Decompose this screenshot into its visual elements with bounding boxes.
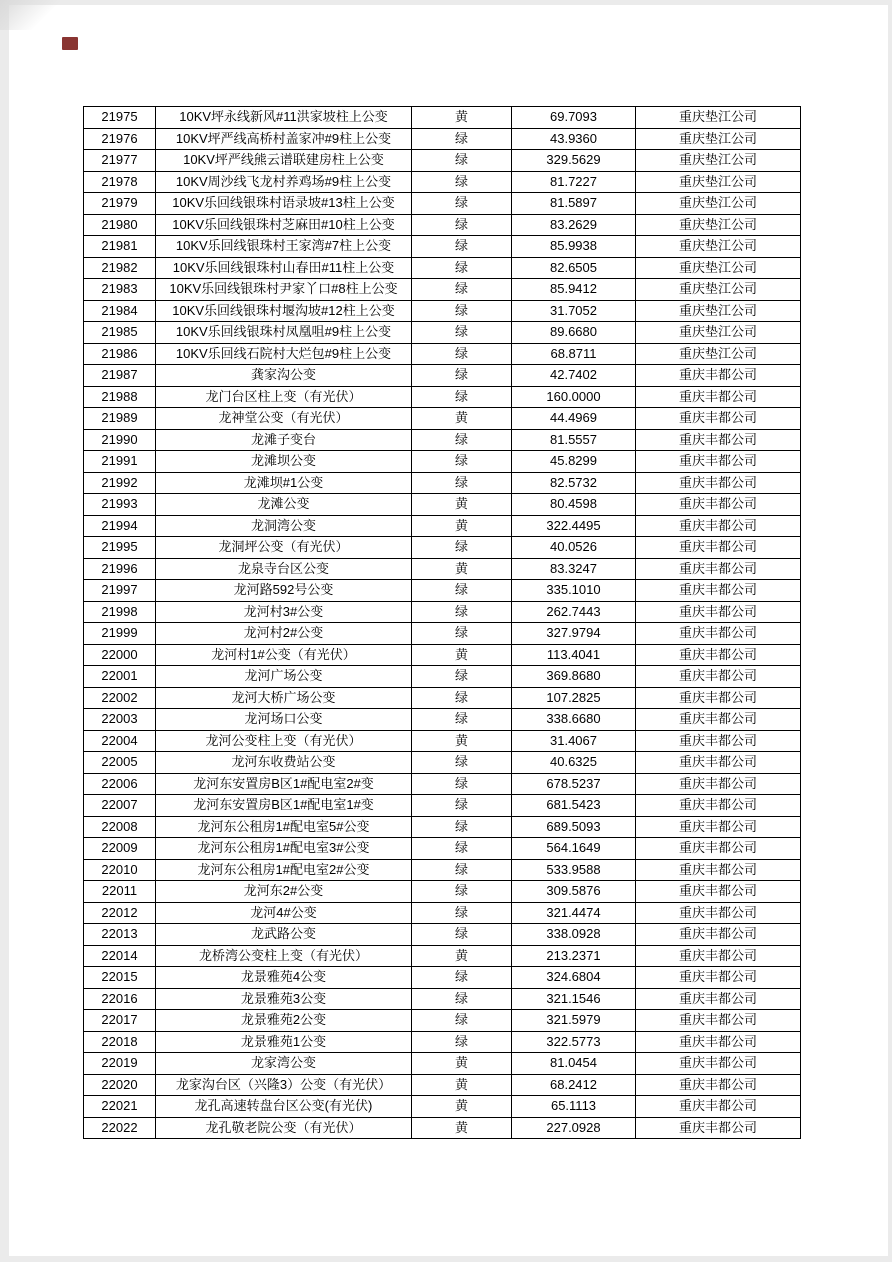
cell-status: 绿 bbox=[412, 902, 512, 924]
cell-name: 龙孔高速转盘台区公变(有光伏) bbox=[156, 1096, 412, 1118]
cell-status: 绿 bbox=[412, 709, 512, 731]
table-row bbox=[84, 257, 801, 279]
cell-value: 338.0928 bbox=[512, 924, 636, 946]
table-row bbox=[84, 214, 801, 236]
cell-name: 10KV乐回线银珠村语录坡#13柱上公变 bbox=[156, 193, 412, 215]
table-row bbox=[84, 773, 801, 795]
cell-company: 重庆丰都公司 bbox=[636, 515, 801, 537]
cell-value: 227.0928 bbox=[512, 1117, 636, 1139]
cell-id: 22011 bbox=[84, 881, 156, 903]
cell-id: 22009 bbox=[84, 838, 156, 860]
table-row bbox=[84, 580, 801, 602]
cell-status: 绿 bbox=[412, 472, 512, 494]
cell-name: 龙景雅苑1公变 bbox=[156, 1031, 412, 1053]
cell-company: 重庆垫江公司 bbox=[636, 193, 801, 215]
table-row bbox=[84, 451, 801, 473]
cell-status: 绿 bbox=[412, 967, 512, 989]
table-row bbox=[84, 902, 801, 924]
table-row bbox=[84, 1053, 801, 1075]
cell-id: 21994 bbox=[84, 515, 156, 537]
cell-value: 85.9938 bbox=[512, 236, 636, 258]
table-row bbox=[84, 687, 801, 709]
cell-id: 22000 bbox=[84, 644, 156, 666]
table-row bbox=[84, 279, 801, 301]
table-row bbox=[84, 1010, 801, 1032]
cell-name: 龙河东公租房1#配电室2#公变 bbox=[156, 859, 412, 881]
cell-value: 338.6680 bbox=[512, 709, 636, 731]
cell-id: 22004 bbox=[84, 730, 156, 752]
table-row bbox=[84, 300, 801, 322]
cell-status: 黄 bbox=[412, 1117, 512, 1139]
table-row bbox=[84, 924, 801, 946]
cell-status: 绿 bbox=[412, 924, 512, 946]
cell-value: 89.6680 bbox=[512, 322, 636, 344]
table-row bbox=[84, 322, 801, 344]
cell-status: 黄 bbox=[412, 1074, 512, 1096]
cell-name: 龙泉寺台区公变 bbox=[156, 558, 412, 580]
cell-status: 绿 bbox=[412, 128, 512, 150]
cell-company: 重庆丰都公司 bbox=[636, 386, 801, 408]
cell-company: 重庆垫江公司 bbox=[636, 171, 801, 193]
cell-value: 322.4495 bbox=[512, 515, 636, 537]
cell-value: 107.2825 bbox=[512, 687, 636, 709]
cell-id: 22010 bbox=[84, 859, 156, 881]
cell-status: 黄 bbox=[412, 515, 512, 537]
cell-id: 21976 bbox=[84, 128, 156, 150]
cell-name: 龙河广场公变 bbox=[156, 666, 412, 688]
cell-id: 22021 bbox=[84, 1096, 156, 1118]
cell-name: 10KV乐回线银珠村尹家丫口#8柱上公变 bbox=[156, 279, 412, 301]
cell-status: 黄 bbox=[412, 494, 512, 516]
cell-id: 22012 bbox=[84, 902, 156, 924]
cell-value: 65.1113 bbox=[512, 1096, 636, 1118]
cell-name: 龙河场口公变 bbox=[156, 709, 412, 731]
cell-value: 322.5773 bbox=[512, 1031, 636, 1053]
cell-value: 83.2629 bbox=[512, 214, 636, 236]
cell-id: 21986 bbox=[84, 343, 156, 365]
cell-id: 22015 bbox=[84, 967, 156, 989]
cell-name: 10KV坪严线熊云谱联建房柱上公变 bbox=[156, 150, 412, 172]
cell-value: 324.6804 bbox=[512, 967, 636, 989]
cell-status: 黄 bbox=[412, 408, 512, 430]
cell-name: 龙河东安置房B区1#配电室2#变 bbox=[156, 773, 412, 795]
cell-name: 10KV乐回线银珠村芝麻田#10柱上公变 bbox=[156, 214, 412, 236]
cell-company: 重庆垫江公司 bbox=[636, 279, 801, 301]
cell-name: 龙河东安置房B区1#配电室1#变 bbox=[156, 795, 412, 817]
cell-status: 黄 bbox=[412, 945, 512, 967]
cell-id: 22002 bbox=[84, 687, 156, 709]
cell-value: 31.4067 bbox=[512, 730, 636, 752]
cell-company: 重庆丰都公司 bbox=[636, 945, 801, 967]
table-row bbox=[84, 537, 801, 559]
cell-name: 龙景雅苑2公变 bbox=[156, 1010, 412, 1032]
cell-name: 龙河村2#公变 bbox=[156, 623, 412, 645]
cell-value: 160.0000 bbox=[512, 386, 636, 408]
cell-status: 绿 bbox=[412, 365, 512, 387]
cell-id: 22001 bbox=[84, 666, 156, 688]
cell-company: 重庆垫江公司 bbox=[636, 343, 801, 365]
cell-value: 564.1649 bbox=[512, 838, 636, 860]
cell-company: 重庆垫江公司 bbox=[636, 322, 801, 344]
cell-name: 10KV坪永线新风#11洪家坡柱上公变 bbox=[156, 107, 412, 129]
table-row bbox=[84, 730, 801, 752]
cell-value: 533.9588 bbox=[512, 859, 636, 881]
cell-name: 龙河村1#公变（有光伏） bbox=[156, 644, 412, 666]
cell-name: 龙孔敬老院公变（有光伏） bbox=[156, 1117, 412, 1139]
cell-status: 绿 bbox=[412, 988, 512, 1010]
page-edge-bottom bbox=[0, 1256, 892, 1262]
cell-name: 龙河东2#公变 bbox=[156, 881, 412, 903]
cell-value: 335.1010 bbox=[512, 580, 636, 602]
table-row bbox=[84, 343, 801, 365]
cell-status: 绿 bbox=[412, 1031, 512, 1053]
table-row bbox=[84, 838, 801, 860]
cell-value: 68.2412 bbox=[512, 1074, 636, 1096]
cell-id: 21988 bbox=[84, 386, 156, 408]
cell-name: 龙洞坪公变（有光伏） bbox=[156, 537, 412, 559]
cell-status: 黄 bbox=[412, 107, 512, 129]
cell-name: 龙河大桥广场公变 bbox=[156, 687, 412, 709]
cell-company: 重庆垫江公司 bbox=[636, 107, 801, 129]
cell-name: 10KV乐回线银珠村凤凰咀#9柱上公变 bbox=[156, 322, 412, 344]
cell-company: 重庆丰都公司 bbox=[636, 988, 801, 1010]
table-row bbox=[84, 429, 801, 451]
cell-name: 龙门台区柱上变（有光伏） bbox=[156, 386, 412, 408]
cell-name: 龙桥湾公变柱上变（有光伏） bbox=[156, 945, 412, 967]
cell-company: 重庆丰都公司 bbox=[636, 1117, 801, 1139]
cell-name: 10KV周沙线飞龙村养鸡场#9柱上公变 bbox=[156, 171, 412, 193]
cell-id: 22020 bbox=[84, 1074, 156, 1096]
cell-value: 31.7052 bbox=[512, 300, 636, 322]
table-row bbox=[84, 558, 801, 580]
cell-status: 绿 bbox=[412, 1010, 512, 1032]
cell-company: 重庆丰都公司 bbox=[636, 902, 801, 924]
cell-value: 45.8299 bbox=[512, 451, 636, 473]
cell-value: 689.5093 bbox=[512, 816, 636, 838]
cell-status: 绿 bbox=[412, 687, 512, 709]
table-row bbox=[84, 1074, 801, 1096]
cell-name: 龙景雅苑3公变 bbox=[156, 988, 412, 1010]
cell-company: 重庆丰都公司 bbox=[636, 472, 801, 494]
cell-company: 重庆丰都公司 bbox=[636, 1074, 801, 1096]
cell-value: 68.8711 bbox=[512, 343, 636, 365]
cell-id: 21979 bbox=[84, 193, 156, 215]
cell-id: 22008 bbox=[84, 816, 156, 838]
cell-company: 重庆丰都公司 bbox=[636, 709, 801, 731]
cell-value: 327.9794 bbox=[512, 623, 636, 645]
cell-name: 龚家沟公变 bbox=[156, 365, 412, 387]
cell-id: 21991 bbox=[84, 451, 156, 473]
cell-status: 绿 bbox=[412, 429, 512, 451]
cell-id: 22018 bbox=[84, 1031, 156, 1053]
cell-id: 21977 bbox=[84, 150, 156, 172]
cell-name: 龙河村3#公变 bbox=[156, 601, 412, 623]
cell-id: 22016 bbox=[84, 988, 156, 1010]
table-body bbox=[84, 107, 801, 1139]
cell-name: 10KV坪严线高桥村盖家冲#9柱上公变 bbox=[156, 128, 412, 150]
cell-value: 81.5897 bbox=[512, 193, 636, 215]
cell-name: 龙河4#公变 bbox=[156, 902, 412, 924]
transformer-table bbox=[83, 106, 801, 1139]
cell-status: 绿 bbox=[412, 580, 512, 602]
cell-name: 龙河东收费站公变 bbox=[156, 752, 412, 774]
cell-company: 重庆垫江公司 bbox=[636, 128, 801, 150]
cell-status: 黄 bbox=[412, 1053, 512, 1075]
cell-value: 69.7093 bbox=[512, 107, 636, 129]
cell-name: 10KV乐回线银珠村王家湾#7柱上公变 bbox=[156, 236, 412, 258]
cell-status: 绿 bbox=[412, 257, 512, 279]
cell-status: 绿 bbox=[412, 773, 512, 795]
cell-status: 绿 bbox=[412, 838, 512, 860]
cell-status: 绿 bbox=[412, 300, 512, 322]
cell-status: 绿 bbox=[412, 214, 512, 236]
cell-name: 龙洞湾公变 bbox=[156, 515, 412, 537]
table-row bbox=[84, 515, 801, 537]
table-row bbox=[84, 1096, 801, 1118]
table-row bbox=[84, 193, 801, 215]
cell-name: 龙河路592号公变 bbox=[156, 580, 412, 602]
cell-company: 重庆丰都公司 bbox=[636, 687, 801, 709]
cell-company: 重庆丰都公司 bbox=[636, 451, 801, 473]
cell-status: 绿 bbox=[412, 386, 512, 408]
cell-company: 重庆丰都公司 bbox=[636, 1031, 801, 1053]
cell-value: 40.0526 bbox=[512, 537, 636, 559]
cell-status: 绿 bbox=[412, 343, 512, 365]
cell-company: 重庆丰都公司 bbox=[636, 752, 801, 774]
table-row bbox=[84, 365, 801, 387]
cell-id: 21982 bbox=[84, 257, 156, 279]
cell-id: 21978 bbox=[84, 171, 156, 193]
cell-status: 黄 bbox=[412, 644, 512, 666]
cell-name: 龙家沟台区（兴隆3）公变（有光伏） bbox=[156, 1074, 412, 1096]
cell-id: 21984 bbox=[84, 300, 156, 322]
cell-name: 龙家湾公变 bbox=[156, 1053, 412, 1075]
cell-name: 龙神堂公变（有光伏） bbox=[156, 408, 412, 430]
cell-status: 绿 bbox=[412, 666, 512, 688]
table-row bbox=[84, 945, 801, 967]
table-row bbox=[84, 816, 801, 838]
cell-company: 重庆丰都公司 bbox=[636, 644, 801, 666]
cell-company: 重庆丰都公司 bbox=[636, 494, 801, 516]
cell-name: 龙滩坝公变 bbox=[156, 451, 412, 473]
cell-id: 21999 bbox=[84, 623, 156, 645]
cell-status: 绿 bbox=[412, 236, 512, 258]
cell-value: 82.5732 bbox=[512, 472, 636, 494]
cell-value: 82.6505 bbox=[512, 257, 636, 279]
cell-status: 绿 bbox=[412, 623, 512, 645]
cell-status: 绿 bbox=[412, 537, 512, 559]
table-row bbox=[84, 967, 801, 989]
cell-id: 22014 bbox=[84, 945, 156, 967]
cell-value: 113.4041 bbox=[512, 644, 636, 666]
cell-status: 绿 bbox=[412, 322, 512, 344]
table-row bbox=[84, 408, 801, 430]
cell-company: 重庆丰都公司 bbox=[636, 666, 801, 688]
cell-company: 重庆丰都公司 bbox=[636, 537, 801, 559]
cell-id: 22017 bbox=[84, 1010, 156, 1032]
cell-value: 80.4598 bbox=[512, 494, 636, 516]
cell-id: 21990 bbox=[84, 429, 156, 451]
cell-value: 81.7227 bbox=[512, 171, 636, 193]
cell-status: 绿 bbox=[412, 279, 512, 301]
cell-company: 重庆丰都公司 bbox=[636, 816, 801, 838]
cell-company: 重庆丰都公司 bbox=[636, 1053, 801, 1075]
table-row bbox=[84, 236, 801, 258]
table-row bbox=[84, 709, 801, 731]
cell-id: 21983 bbox=[84, 279, 156, 301]
cell-company: 重庆丰都公司 bbox=[636, 795, 801, 817]
cell-company: 重庆丰都公司 bbox=[636, 773, 801, 795]
cell-value: 81.5557 bbox=[512, 429, 636, 451]
cell-status: 绿 bbox=[412, 150, 512, 172]
cell-name: 龙滩子变台 bbox=[156, 429, 412, 451]
cell-value: 321.5979 bbox=[512, 1010, 636, 1032]
cell-status: 绿 bbox=[412, 451, 512, 473]
cell-id: 21989 bbox=[84, 408, 156, 430]
table-row bbox=[84, 795, 801, 817]
page-edge-right bbox=[888, 0, 892, 1262]
cell-value: 213.2371 bbox=[512, 945, 636, 967]
cell-id: 21981 bbox=[84, 236, 156, 258]
cell-value: 85.9412 bbox=[512, 279, 636, 301]
table-row bbox=[84, 988, 801, 1010]
cell-id: 22013 bbox=[84, 924, 156, 946]
cell-id: 21980 bbox=[84, 214, 156, 236]
cell-status: 绿 bbox=[412, 816, 512, 838]
table-row bbox=[84, 666, 801, 688]
table-row bbox=[84, 128, 801, 150]
table-row bbox=[84, 171, 801, 193]
table-row bbox=[84, 107, 801, 129]
cell-name: 龙景雅苑4公变 bbox=[156, 967, 412, 989]
cell-value: 309.5876 bbox=[512, 881, 636, 903]
cell-company: 重庆丰都公司 bbox=[636, 924, 801, 946]
table-row bbox=[84, 752, 801, 774]
cell-company: 重庆垫江公司 bbox=[636, 257, 801, 279]
cell-id: 21998 bbox=[84, 601, 156, 623]
cell-company: 重庆丰都公司 bbox=[636, 1010, 801, 1032]
cell-company: 重庆丰都公司 bbox=[636, 967, 801, 989]
cell-value: 321.4474 bbox=[512, 902, 636, 924]
cell-status: 黄 bbox=[412, 730, 512, 752]
cell-id: 22006 bbox=[84, 773, 156, 795]
cell-company: 重庆丰都公司 bbox=[636, 859, 801, 881]
cell-name: 10KV乐回线银珠村山春田#11柱上公变 bbox=[156, 257, 412, 279]
cell-id: 22007 bbox=[84, 795, 156, 817]
cell-company: 重庆丰都公司 bbox=[636, 1096, 801, 1118]
cell-value: 42.7402 bbox=[512, 365, 636, 387]
table-row bbox=[84, 1117, 801, 1139]
cell-status: 绿 bbox=[412, 859, 512, 881]
cell-id: 22005 bbox=[84, 752, 156, 774]
table-row bbox=[84, 386, 801, 408]
cell-company: 重庆丰都公司 bbox=[636, 365, 801, 387]
table-row bbox=[84, 472, 801, 494]
cell-name: 龙河公变柱上变（有光伏） bbox=[156, 730, 412, 752]
cell-company: 重庆垫江公司 bbox=[636, 236, 801, 258]
cell-name: 龙河东公租房1#配电室3#公变 bbox=[156, 838, 412, 860]
cell-value: 678.5237 bbox=[512, 773, 636, 795]
cell-value: 321.1546 bbox=[512, 988, 636, 1010]
cell-value: 40.6325 bbox=[512, 752, 636, 774]
cell-status: 黄 bbox=[412, 1096, 512, 1118]
cell-value: 43.9360 bbox=[512, 128, 636, 150]
table-row bbox=[84, 859, 801, 881]
cell-company: 重庆丰都公司 bbox=[636, 408, 801, 430]
cell-status: 绿 bbox=[412, 171, 512, 193]
cell-status: 绿 bbox=[412, 752, 512, 774]
cell-status: 绿 bbox=[412, 795, 512, 817]
red-stamp-mark bbox=[62, 37, 78, 50]
cell-company: 重庆丰都公司 bbox=[636, 429, 801, 451]
cell-value: 81.0454 bbox=[512, 1053, 636, 1075]
cell-value: 83.3247 bbox=[512, 558, 636, 580]
scan-corner-shadow bbox=[0, 0, 60, 30]
cell-status: 绿 bbox=[412, 193, 512, 215]
cell-id: 21985 bbox=[84, 322, 156, 344]
cell-company: 重庆丰都公司 bbox=[636, 601, 801, 623]
cell-company: 重庆垫江公司 bbox=[636, 300, 801, 322]
cell-company: 重庆丰都公司 bbox=[636, 558, 801, 580]
cell-id: 21975 bbox=[84, 107, 156, 129]
cell-id: 21992 bbox=[84, 472, 156, 494]
cell-status: 黄 bbox=[412, 558, 512, 580]
cell-id: 21997 bbox=[84, 580, 156, 602]
table-row bbox=[84, 1031, 801, 1053]
cell-value: 44.4969 bbox=[512, 408, 636, 430]
cell-company: 重庆丰都公司 bbox=[636, 881, 801, 903]
table-row bbox=[84, 881, 801, 903]
table-row bbox=[84, 623, 801, 645]
cell-name: 龙滩公变 bbox=[156, 494, 412, 516]
cell-name: 龙武路公变 bbox=[156, 924, 412, 946]
page-edge-top bbox=[0, 0, 892, 5]
cell-company: 重庆丰都公司 bbox=[636, 580, 801, 602]
cell-company: 重庆丰都公司 bbox=[636, 838, 801, 860]
table-row bbox=[84, 150, 801, 172]
cell-company: 重庆丰都公司 bbox=[636, 623, 801, 645]
cell-name: 龙滩坝#1公变 bbox=[156, 472, 412, 494]
cell-id: 22022 bbox=[84, 1117, 156, 1139]
cell-id: 21995 bbox=[84, 537, 156, 559]
cell-value: 681.5423 bbox=[512, 795, 636, 817]
cell-id: 21996 bbox=[84, 558, 156, 580]
cell-company: 重庆丰都公司 bbox=[636, 730, 801, 752]
table-row bbox=[84, 644, 801, 666]
cell-status: 绿 bbox=[412, 601, 512, 623]
cell-name: 10KV乐回线银珠村堰沟坡#12柱上公变 bbox=[156, 300, 412, 322]
cell-id: 22019 bbox=[84, 1053, 156, 1075]
cell-name: 龙河东公租房1#配电室5#公变 bbox=[156, 816, 412, 838]
table-row bbox=[84, 494, 801, 516]
cell-id: 21987 bbox=[84, 365, 156, 387]
cell-id: 21993 bbox=[84, 494, 156, 516]
cell-company: 重庆垫江公司 bbox=[636, 214, 801, 236]
cell-status: 绿 bbox=[412, 881, 512, 903]
cell-name: 10KV乐回线石院村大烂包#9柱上公变 bbox=[156, 343, 412, 365]
table-row bbox=[84, 601, 801, 623]
page-edge-left bbox=[0, 0, 9, 1262]
cell-value: 369.8680 bbox=[512, 666, 636, 688]
cell-value: 262.7443 bbox=[512, 601, 636, 623]
cell-company: 重庆垫江公司 bbox=[636, 150, 801, 172]
cell-id: 22003 bbox=[84, 709, 156, 731]
cell-value: 329.5629 bbox=[512, 150, 636, 172]
